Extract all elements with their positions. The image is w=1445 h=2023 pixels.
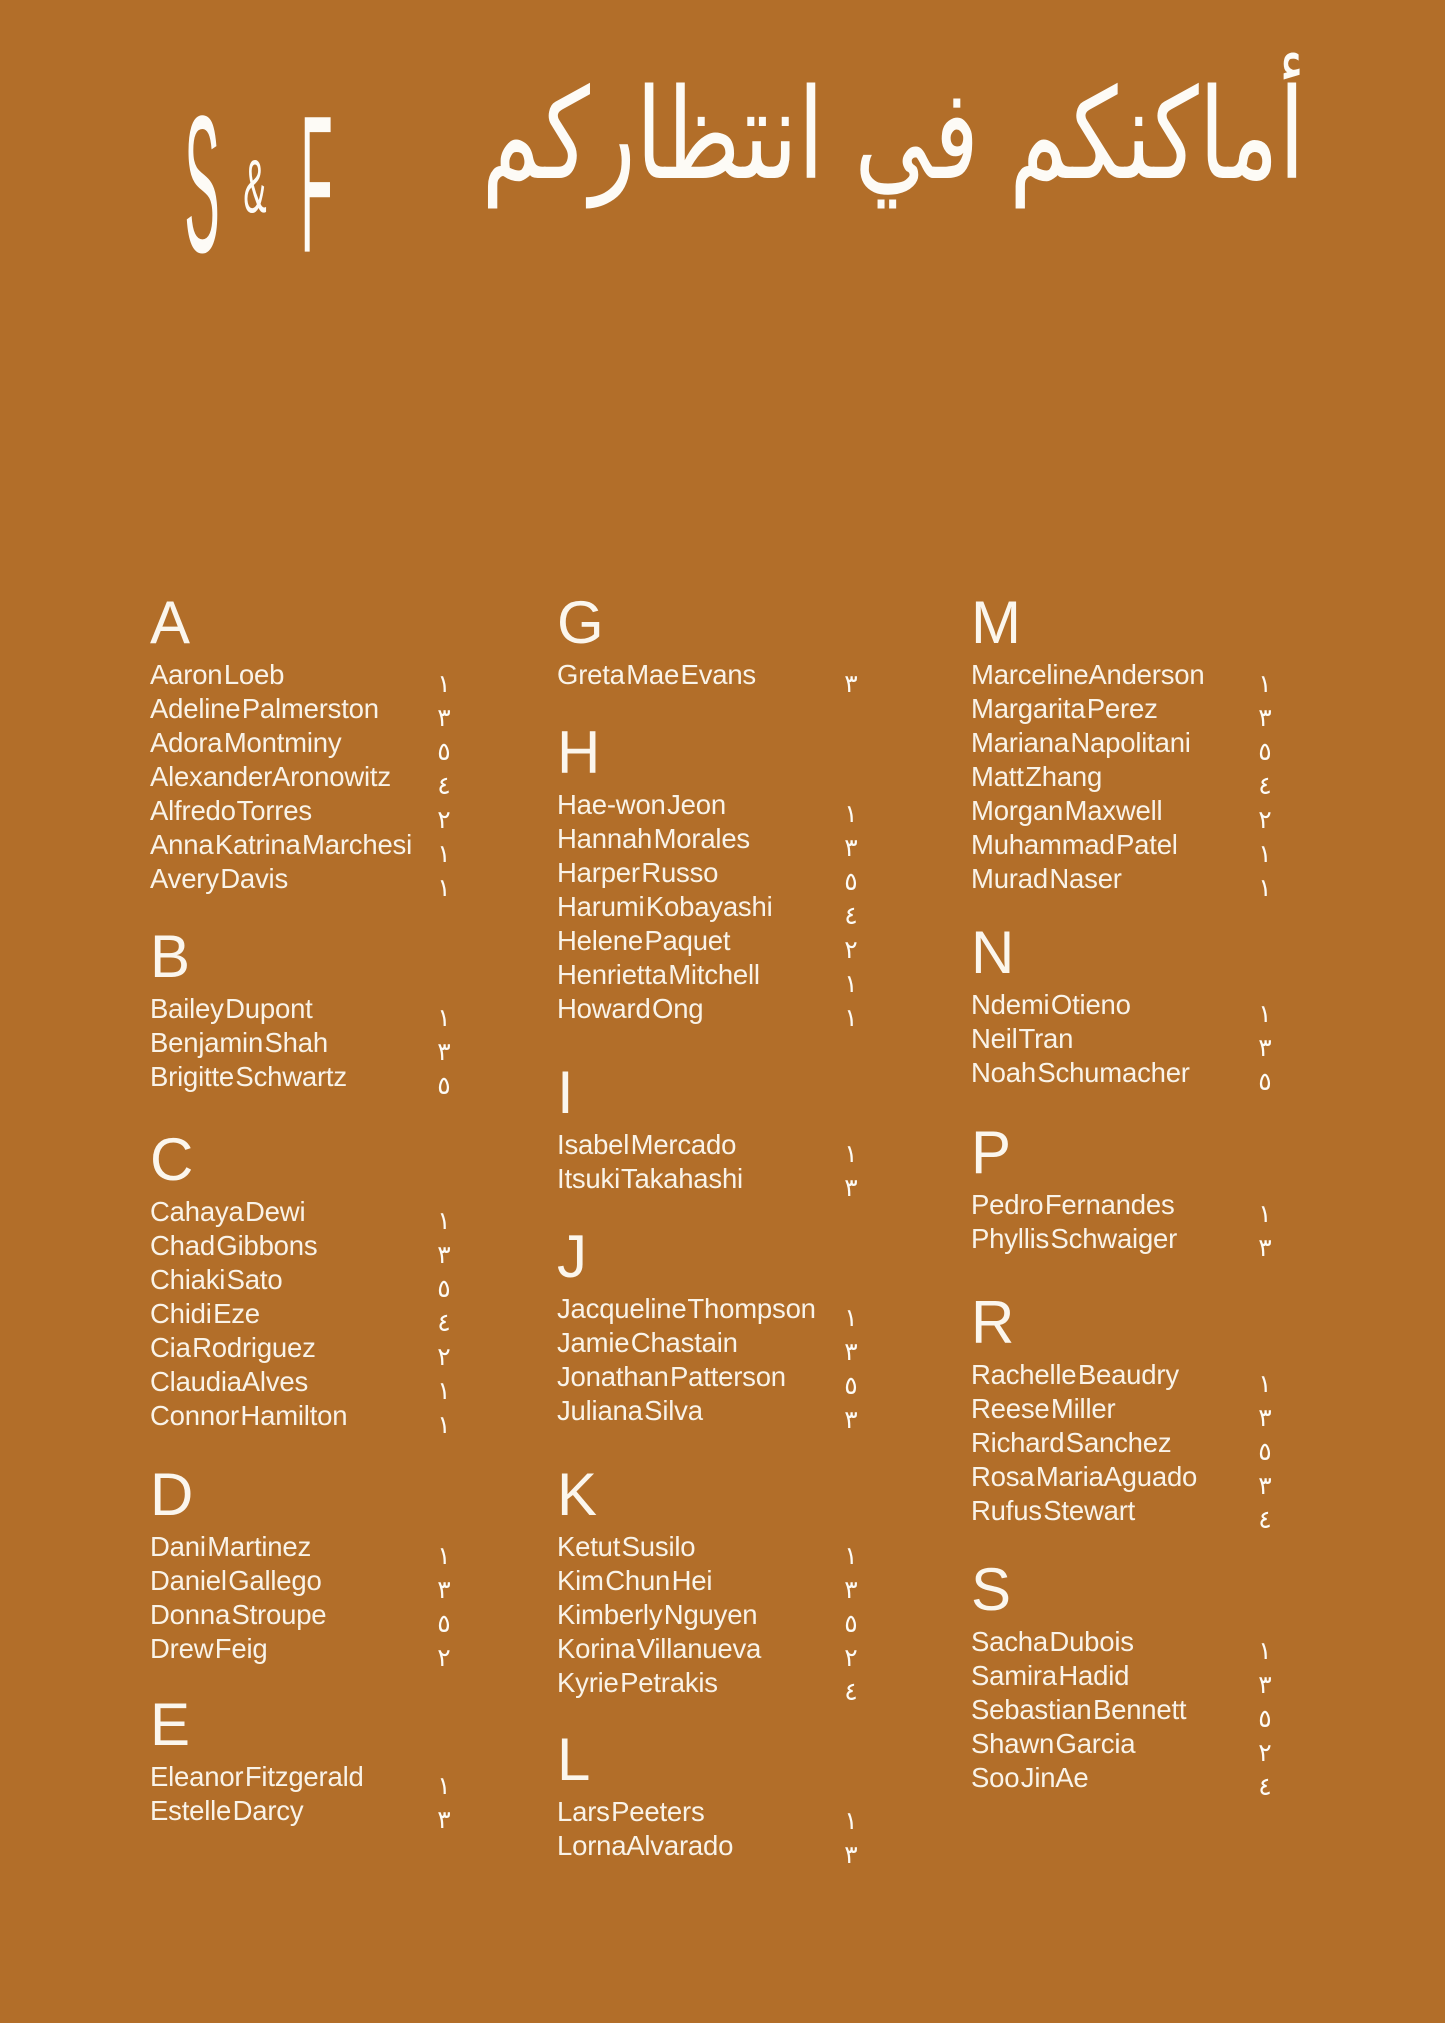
guest-list — [971, 658, 1283, 902]
guest-table-number: ١ — [844, 1003, 858, 1032]
guest-list — [150, 1195, 462, 1439]
guest-row — [557, 1162, 869, 1202]
guest-name: Benjamin Shah — [150, 1027, 328, 1058]
guest-name: Margarita Perez — [971, 693, 1158, 724]
guest-table-number: ٢ — [844, 1643, 858, 1672]
guest-table-number: ٥ — [1258, 1704, 1272, 1733]
guest-list — [557, 1292, 869, 1434]
guest-row — [971, 1358, 1283, 1398]
guest-name: Bailey Dupont — [150, 993, 313, 1024]
guest-row — [971, 1693, 1283, 1733]
guest-row — [971, 1056, 1283, 1096]
guest-row — [971, 1426, 1283, 1466]
section-letter: K — [557, 1461, 598, 1528]
guest-name: Chiaki Sato — [150, 1264, 283, 1295]
guest-table-number: ٥ — [437, 737, 451, 766]
guest-table-number: ١ — [844, 799, 858, 828]
guest-name: Hae-won Jeon — [557, 789, 726, 820]
alphabet-section — [557, 1223, 869, 1434]
guest-table-number: ٥ — [437, 1274, 451, 1303]
guest-name: Alfredo Torres — [150, 795, 312, 826]
guest-list — [557, 1795, 869, 1869]
alphabet-section — [971, 919, 1283, 1096]
guest-row — [971, 1625, 1283, 1665]
guest-row — [557, 1128, 869, 1168]
guest-row — [150, 1760, 462, 1800]
guest-table-number: ١ — [437, 1376, 451, 1405]
guest-table-number: ٢ — [1258, 805, 1272, 834]
guest-row — [150, 1632, 462, 1672]
guest-name: Samira Hadid — [971, 1660, 1130, 1691]
guest-name: Matt Zhang — [971, 761, 1103, 792]
guest-list — [557, 788, 869, 1032]
guest-list — [971, 1188, 1283, 1262]
guest-row — [150, 1331, 462, 1371]
guest-name: Connor Hamilton — [150, 1400, 348, 1431]
guest-row — [971, 794, 1283, 834]
section-letter: E — [150, 1691, 191, 1758]
guest-table-number: ١ — [437, 1541, 451, 1570]
section-letter: B — [150, 923, 191, 990]
guest-table-number: ٣ — [1258, 1670, 1272, 1699]
guest-table-number: ١ — [1258, 1199, 1272, 1228]
guest-table-number: ١ — [437, 1206, 451, 1235]
guest-table-number: ١ — [1258, 1636, 1272, 1665]
guest-table-number: ١ — [437, 873, 451, 902]
guest-list — [150, 658, 462, 902]
page-title-arabic: أماكنكم في انتظاركم — [481, 63, 1305, 209]
guest-name: Rachelle Beaudry — [971, 1359, 1179, 1390]
alphabet-section — [150, 1126, 462, 1439]
guest-row — [557, 1394, 869, 1434]
guest-row — [971, 1494, 1283, 1534]
guest-table-number: ١ — [437, 839, 451, 868]
guest-table-number: ١ — [1258, 669, 1272, 698]
guest-name: Donna Stroupe — [150, 1599, 327, 1630]
guest-table-number: ٢ — [437, 805, 451, 834]
guest-row — [971, 760, 1283, 800]
guest-table-number: ٣ — [844, 833, 858, 862]
guest-row — [557, 1530, 869, 1570]
alphabet-section — [557, 1726, 869, 1869]
guest-table-number: ٣ — [437, 1037, 451, 1066]
guest-row — [557, 1598, 869, 1638]
guest-table-number: ٣ — [844, 1575, 858, 1604]
guest-name: Kim Chun Hei — [557, 1565, 713, 1596]
guest-table-number: ٣ — [437, 1805, 451, 1834]
guest-row — [971, 1727, 1283, 1767]
guest-table-number: ٤ — [1258, 1505, 1272, 1534]
logo-letter-f: F — [300, 74, 333, 294]
guest-name: Jonathan Patterson — [557, 1361, 786, 1392]
section-letter: M — [971, 589, 1021, 656]
guest-table-number: ١ — [1258, 839, 1272, 868]
guest-row — [971, 862, 1283, 902]
guest-name: Adeline Palmerston — [150, 693, 379, 724]
guest-name: Ketut Susilo — [557, 1531, 696, 1562]
guest-name: Noah Schumacher — [971, 1057, 1190, 1088]
alphabet-section — [557, 1461, 869, 1706]
guest-table-number: ٤ — [844, 901, 858, 930]
guest-row — [557, 1666, 869, 1706]
guest-row — [971, 988, 1283, 1028]
guest-row — [150, 794, 462, 834]
guest-name: Claudia Alves — [150, 1366, 309, 1397]
guest-row — [150, 1365, 462, 1405]
guest-name: Chidi Eze — [150, 1298, 260, 1329]
guest-table-number: ٤ — [1258, 1772, 1272, 1801]
guest-table-number: ٣ — [437, 703, 451, 732]
guest-row — [971, 1460, 1283, 1500]
guest-row — [150, 1794, 462, 1834]
alphabet-section — [150, 589, 462, 902]
section-letter: J — [557, 1223, 587, 1290]
section-letter: G — [557, 589, 604, 656]
guest-row — [150, 760, 462, 800]
guest-table-number: ٢ — [844, 935, 858, 964]
guest-table-number: ١ — [844, 969, 858, 998]
guest-table-number: ٤ — [1258, 771, 1272, 800]
guest-name: Morgan Maxwell — [971, 795, 1163, 826]
guest-row — [557, 1326, 869, 1366]
guest-list — [557, 1530, 869, 1706]
guest-name: Rosa Maria Aguado — [971, 1461, 1198, 1492]
guest-row — [557, 958, 869, 998]
guest-table-number: ٥ — [1258, 737, 1272, 766]
guest-name: Reese Miller — [971, 1393, 1116, 1424]
guest-table-number: ٣ — [1258, 703, 1272, 732]
guest-name: Hannah Morales — [557, 823, 750, 854]
guest-table-number: ٥ — [1258, 1067, 1272, 1096]
guest-name: Adora Montminy — [150, 727, 342, 758]
guest-row — [971, 726, 1283, 766]
guest-table-number: ٣ — [1258, 1233, 1272, 1262]
guest-table-number: ٥ — [844, 1609, 858, 1638]
guest-row — [971, 1022, 1283, 1062]
guest-name: Estelle Darcy — [150, 1795, 304, 1826]
guest-table-number: ٣ — [437, 1240, 451, 1269]
guest-list — [150, 992, 462, 1100]
guest-list — [971, 1625, 1283, 1801]
guest-table-number: ٣ — [844, 669, 858, 698]
section-letter: A — [150, 589, 191, 656]
alphabet-section — [557, 589, 869, 698]
guest-row — [150, 1564, 462, 1604]
guest-name: Dani Martinez — [150, 1531, 312, 1562]
guest-name: Phyllis Schwaiger — [971, 1223, 1178, 1254]
guest-name: Henrietta Mitchell — [557, 959, 760, 990]
guest-name: Chad Gibbons — [150, 1230, 318, 1261]
guest-table-number: ٤ — [437, 1308, 451, 1337]
alphabet-section — [150, 1461, 462, 1672]
section-letter: P — [971, 1119, 1012, 1186]
guest-row — [557, 1829, 869, 1869]
guest-table-number: ٣ — [1258, 1471, 1272, 1500]
alphabet-section — [971, 1289, 1283, 1534]
guest-table-number: ٣ — [844, 1840, 858, 1869]
guest-row — [557, 890, 869, 930]
guest-name: Brigitte Schwartz — [150, 1061, 347, 1092]
guest-row — [150, 862, 462, 902]
guest-table-number: ١ — [844, 1806, 858, 1835]
guest-table-number: ٣ — [1258, 1033, 1272, 1062]
logo-sf-monogram — [180, 74, 333, 294]
guest-table-number: ١ — [844, 1303, 858, 1332]
guest-row — [971, 692, 1283, 732]
guest-name: Daniel Gallego — [150, 1565, 322, 1596]
guest-name: Richard Sanchez — [971, 1427, 1172, 1458]
guest-row — [971, 658, 1283, 698]
guest-name: Helene Paquet — [557, 925, 731, 956]
guest-name: Itsuki Takahashi — [557, 1163, 743, 1194]
guest-name: Marceline Anderson — [971, 659, 1205, 690]
alphabet-section — [150, 1691, 462, 1834]
guest-list — [971, 1358, 1283, 1534]
section-letter: C — [150, 1126, 194, 1193]
section-letter: I — [557, 1059, 574, 1126]
guest-table-number: ٥ — [1258, 1437, 1272, 1466]
guest-name: Sebastian Bennett — [971, 1694, 1187, 1725]
guest-row — [150, 692, 462, 732]
guest-list — [557, 658, 869, 698]
guest-row — [150, 1060, 462, 1100]
guest-row — [557, 788, 869, 828]
guest-name: Kyrie Petrakis — [557, 1667, 718, 1698]
guest-table-number: ٢ — [437, 1643, 451, 1672]
guest-row — [557, 1292, 869, 1332]
guest-name: Jacqueline Thompson — [557, 1293, 816, 1324]
guest-name: Avery Davis — [150, 863, 289, 894]
guest-row — [150, 1598, 462, 1638]
guest-name: Cahaya Dewi — [150, 1196, 306, 1227]
guest-table-number: ٣ — [844, 1405, 858, 1434]
alphabet-section — [557, 719, 869, 1032]
guest-name: Greta Mae Evans — [557, 659, 756, 690]
guest-row — [557, 1564, 869, 1604]
guest-row — [150, 1297, 462, 1337]
guest-row — [150, 1263, 462, 1303]
guest-row — [557, 856, 869, 896]
section-letter: D — [150, 1461, 194, 1528]
guest-row — [971, 828, 1283, 868]
guest-table-number: ١ — [1258, 999, 1272, 1028]
guest-row — [971, 1761, 1283, 1801]
guest-name: Drew Feig — [150, 1633, 268, 1664]
guest-name: Howard Ong — [557, 993, 704, 1024]
guest-table-number: ٤ — [437, 771, 451, 800]
guest-table-number: ١ — [437, 1771, 451, 1800]
guest-table-number: ٤ — [844, 1677, 858, 1706]
guest-name: Muhammad Patel — [971, 829, 1178, 860]
guest-list — [150, 1760, 462, 1834]
section-letter: N — [971, 919, 1015, 986]
guest-row — [150, 1530, 462, 1570]
guest-name: Shawn Garcia — [971, 1728, 1136, 1759]
guest-table-number: ١ — [437, 1410, 451, 1439]
guest-row — [150, 828, 462, 868]
guest-table-number: ٣ — [437, 1575, 451, 1604]
guest-name: Cia Rodriguez — [150, 1332, 316, 1363]
guest-row — [971, 1659, 1283, 1699]
guest-row — [557, 658, 869, 698]
guest-row — [971, 1188, 1283, 1228]
guest-name: Pedro Fernandes — [971, 1189, 1175, 1220]
guest-name: Korina Villanueva — [557, 1633, 762, 1664]
guest-table-number: ٣ — [844, 1337, 858, 1366]
guest-table-number: ٥ — [844, 1371, 858, 1400]
guest-table-number: ١ — [844, 1139, 858, 1168]
alphabet-section — [557, 1059, 869, 1202]
guest-name: Rufus Stewart — [971, 1495, 1136, 1526]
logo-letter-s: S — [184, 74, 220, 294]
guest-row — [150, 1229, 462, 1269]
guest-name: Ndemi Otieno — [971, 989, 1131, 1020]
guest-row — [150, 726, 462, 766]
guest-name: Juliana Silva — [557, 1395, 703, 1426]
guest-row — [150, 658, 462, 698]
guest-row — [150, 1026, 462, 1066]
guest-table-number: ١ — [437, 1003, 451, 1032]
guest-name: Aaron Loeb — [150, 659, 285, 690]
guest-name: Jamie Chastain — [557, 1327, 738, 1358]
guest-row — [557, 924, 869, 964]
guest-name: Isabel Mercado — [557, 1129, 737, 1160]
logo-ampersand: & — [243, 145, 267, 230]
guest-name: Alexander Aronowitz — [150, 761, 391, 792]
guest-name: Mariana Napolitani — [971, 727, 1191, 758]
guest-row — [150, 1195, 462, 1235]
guest-table-number: ٥ — [844, 867, 858, 896]
alphabet-section — [971, 589, 1283, 902]
guest-table-number: ٥ — [437, 1609, 451, 1638]
guest-name: Soo Jin Ae — [971, 1762, 1089, 1793]
guest-row — [971, 1222, 1283, 1262]
guest-row — [557, 1795, 869, 1835]
guest-name: Eleanor Fitzgerald — [150, 1761, 364, 1792]
guest-list — [557, 1128, 869, 1202]
guest-table-number: ١ — [844, 1541, 858, 1570]
guest-name: Neil Tran — [971, 1023, 1074, 1054]
guest-name: Anna Katrina Marchesi — [150, 829, 412, 860]
guest-table-number: ١ — [437, 669, 451, 698]
guest-row — [971, 1392, 1283, 1432]
guest-row — [557, 1632, 869, 1672]
alphabet-section — [150, 923, 462, 1100]
guest-table-number: ٢ — [1258, 1738, 1272, 1767]
section-letter: H — [557, 719, 601, 786]
guest-row — [557, 1360, 869, 1400]
alphabet-section — [971, 1556, 1283, 1801]
guest-name: Lorna Alvarado — [557, 1830, 734, 1861]
guest-name: Murad Naser — [971, 863, 1122, 894]
guest-table-number: ٣ — [1258, 1403, 1272, 1432]
guest-name: Harumi Kobayashi — [557, 891, 773, 922]
guest-name: Harper Russo — [557, 857, 719, 888]
guest-list — [150, 1530, 462, 1672]
guest-table-number: ١ — [1258, 1369, 1272, 1398]
guest-row — [557, 992, 869, 1032]
guest-row — [150, 1399, 462, 1439]
guest-name: Sacha Dubois — [971, 1626, 1134, 1657]
guest-table-number: ٢ — [437, 1342, 451, 1371]
section-letter: R — [971, 1289, 1015, 1356]
guest-table-number: ٣ — [844, 1173, 858, 1202]
guest-name: Lars Peeters — [557, 1796, 705, 1827]
guest-table-number: ٥ — [437, 1071, 451, 1100]
guest-row — [557, 822, 869, 862]
guest-table-number: ١ — [1258, 873, 1272, 902]
alphabet-section — [971, 1119, 1283, 1262]
section-letter: S — [971, 1556, 1012, 1623]
section-letter: L — [557, 1726, 591, 1793]
guest-list — [971, 988, 1283, 1096]
guest-name: Kimberly Nguyen — [557, 1599, 758, 1630]
guest-row — [150, 992, 462, 1032]
